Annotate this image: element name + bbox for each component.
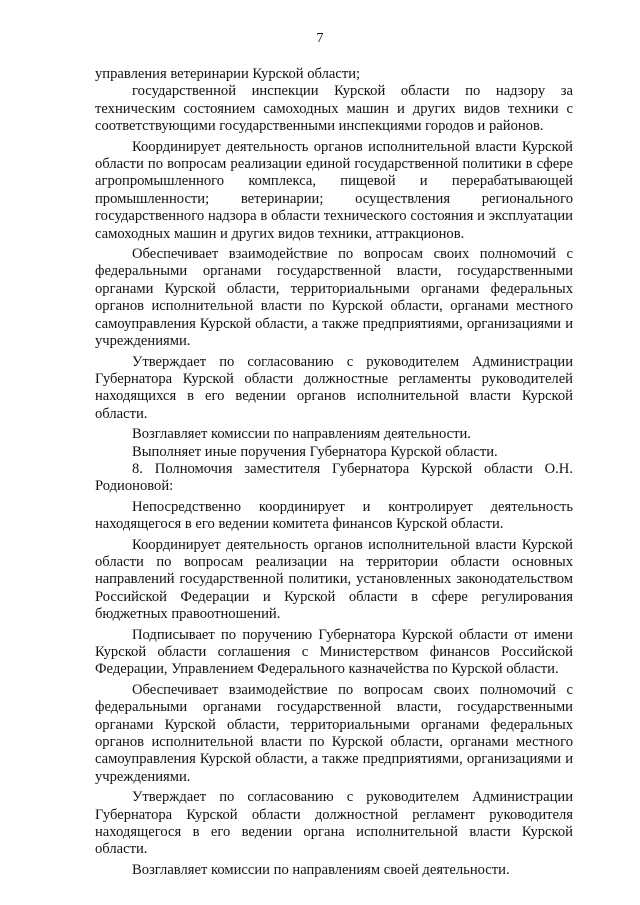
document-body: [95, 66, 573, 879]
paragraph-interaction-2: Обеспечивает взаимодействие по вопросам своих полномочий с федеральными органами государственной власти, государственными органами Курской области, территориальными органами федеральных органов исполнительной власти по Курской области, органами местного самоуправления Курской области, а также предприятиями, организациями и учреждениями.: [95, 681, 573, 785]
paragraph-heads-commissions-1: Возглавляет комиссии по направлениям деятельности.: [132, 426, 471, 443]
paragraph-other-assignments: Выполняет иные поручения Губернатора Курской области.: [132, 443, 498, 460]
paragraph-approves-regulations-1: Утверждает по согласованию с руководителем Администрации Губернатора Курской области должностные регламенты руководителей находящихся в его ведении органов исполнительной власти Курской области.: [95, 353, 573, 422]
page-number: 7: [316, 31, 324, 46]
paragraph-continuation: управления ветеринарии Курской области;: [95, 66, 361, 82]
section-heading-8: 8. Полномочия заместителя Губернатора Курской области О.Н. Родионовой:: [95, 460, 573, 495]
paragraph-heads-commissions-2: Возглавляет комиссии по направлениям своей деятельности.: [132, 861, 510, 878]
paragraph-inspection: государственной инспекции Курской области по надзору за техническим состоянием самоходных машин и других видов техники с соответствующими государственными инспекциями городов и районов.: [95, 83, 573, 135]
paragraph-coordinates-budget: Координирует деятельность органов исполнительной власти Курской области по вопросам реализации на территории области основных направлений государственной политики, установленных законодательством Российской Федерации и Курской области в сфере регулирования бюджетных правоотношений.: [95, 536, 573, 623]
paragraph-coordinates-agro: Координирует деятельность органов исполнительной власти Курской области по вопросам реализации единой государственной политики в сфере агропромышленного комплекса, пищевой и перерабатывающей промышленности; ветеринарии; осуществления регионального государственного надзора в области технического состояния и эксплуатации самоходных машин и других видов техники, аттракционов.: [95, 138, 573, 242]
paragraph-signs-agreements: Подписывает по поручению Губернатора Курской области от имени Курской области соглашения с Министерством финансов Российской Федерации, Управлением Федерального казначейства по Курской области.: [95, 626, 573, 678]
paragraph-coordinates-finance-committee: Непосредственно координирует и контролирует деятельность находящегося в его ведении комитета финансов Курской области.: [95, 498, 573, 533]
paragraph-interaction-1: Обеспечивает взаимодействие по вопросам своих полномочий с федеральными органами государственной власти, государственными органами Курской области, территориальными органами федеральных органов исполнительной власти по Курской области, органами местного самоуправления Курской области, а также предприятиями, организациями и учреждениями.: [95, 246, 573, 350]
paragraph-approves-regulations-2: Утверждает по согласованию с руководителем Администрации Губернатора Курской области должностной регламент руководителя находящегося в его ведении органа исполнительной власти Курской области.: [95, 789, 573, 858]
